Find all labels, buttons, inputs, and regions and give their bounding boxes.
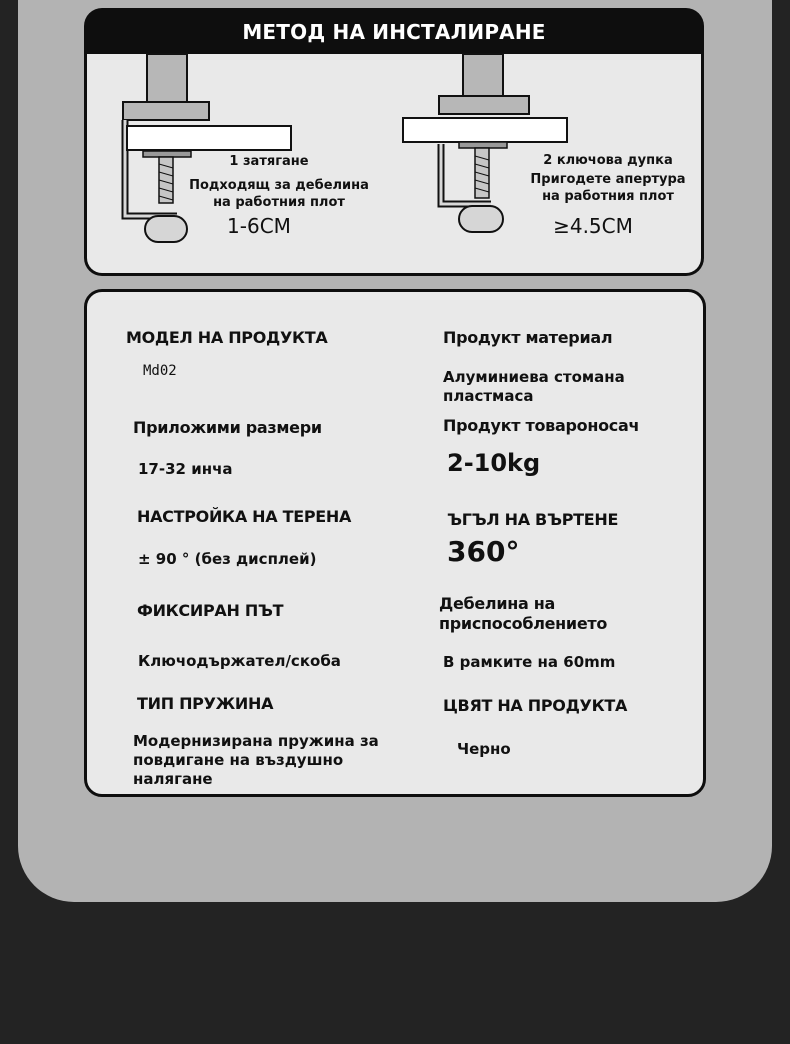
installation-title: МЕТОД НА ИНСТАЛИРАНЕ	[242, 20, 546, 44]
color-label: ЦВЯТ НА ПРОДУКТА	[443, 696, 628, 715]
model-label: МОДЕЛ НА ПРОДУКТА	[126, 328, 328, 347]
grommet-method-desc-2: на работния плот	[542, 189, 674, 204]
material-value-2: пластмаса	[443, 387, 534, 405]
thickness-label-1: Дебелина на	[439, 594, 556, 613]
thickness-label-2: приспособлението	[439, 614, 608, 633]
fixing-label: ФИКСИРАН ПЪТ	[137, 601, 284, 620]
fixing-value: Ключодържател/скоба	[138, 652, 341, 670]
load-value: 2-10kg	[447, 449, 541, 477]
spring-label: ТИП ПРУЖИНА	[137, 694, 274, 713]
grommet-range: ≥4.5CM	[553, 214, 633, 238]
rotation-label: ЪГЪЛ НА ВЪРТЕНЕ	[447, 510, 619, 529]
specifications-panel	[84, 289, 706, 797]
spring-value-1: Модернизирана пружина за	[133, 732, 379, 750]
load-label: Продукт товароносач	[443, 416, 640, 435]
grommet-method-desc-1: Пригодете апертура	[530, 172, 686, 187]
rotation-value: 360°	[447, 535, 520, 568]
material-label: Продукт материал	[443, 328, 613, 347]
installation-body	[87, 54, 701, 273]
grommet-method-title: 2 ключова дупка	[543, 153, 673, 168]
size-value: 17-32 инча	[138, 460, 233, 478]
spring-value-3: налягане	[133, 770, 213, 788]
model-value: Md02	[143, 363, 177, 379]
tilt-value: ± 90 ° (без дисплей)	[138, 550, 317, 568]
installation-panel	[84, 8, 704, 276]
clamp-method-desc-1: Подходящ за дебелина	[189, 178, 369, 193]
clamp-method-desc-2: на работния плот	[213, 195, 345, 210]
thickness-value: В рамките на 60mm	[443, 653, 616, 671]
material-value-1: Алуминиева стомана	[443, 368, 625, 386]
clamp-method-title: 1 затягане	[229, 154, 309, 169]
color-value: Черно	[457, 740, 511, 758]
size-label: Приложими размери	[133, 418, 322, 437]
tilt-label: НАСТРОЙКА НА ТЕРЕНА	[137, 507, 352, 526]
spring-value-2: повдигане на въздушно	[133, 751, 344, 769]
clamp-range: 1-6CM	[227, 214, 291, 238]
